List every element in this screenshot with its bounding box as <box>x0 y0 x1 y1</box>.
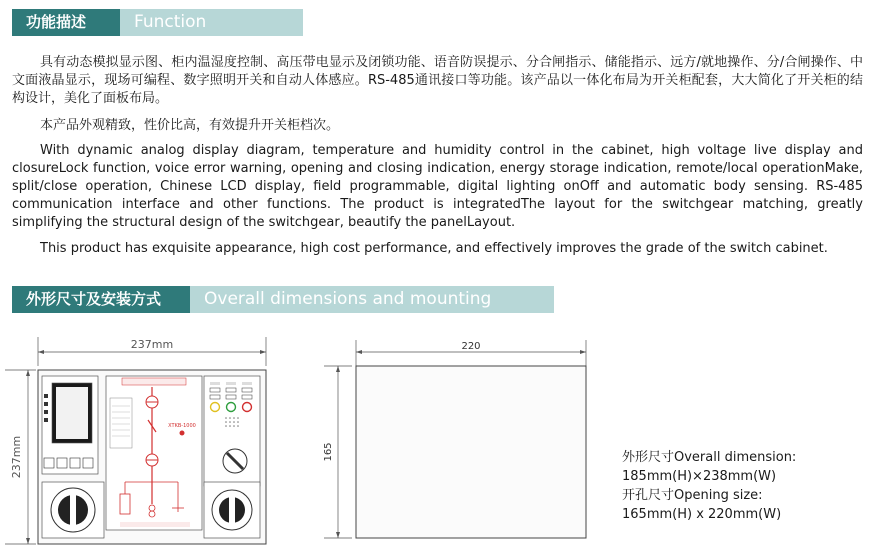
cutout-width-label: 220 <box>461 341 481 352</box>
section-title-en: Overall dimensions and mounting methods <box>190 286 554 313</box>
cutout-drawing <box>322 338 592 550</box>
dimension-specs <box>622 448 796 524</box>
spec-opening-value: 165mm(H) x 220mm(W) <box>622 507 782 522</box>
description-en-paragraph-2: This product has exquisite appearance, high cost performance, and effectively improves the grade of the switch cabinet. <box>40 241 828 256</box>
front-panel-drawing <box>0 332 280 557</box>
section-header-dimensions <box>12 286 554 336</box>
cutout-height-label: 165 <box>323 442 334 462</box>
model-label: XTKB-1000 <box>168 423 196 429</box>
spec-overall-value: 185mm(H)×238mm(W) <box>622 469 777 484</box>
section-title-cn: 外形尺寸及安装方式 <box>12 286 190 313</box>
width-dimension-label: 237mm <box>130 338 174 351</box>
spec-opening-label: 开孔尺寸Opening size: <box>622 488 763 503</box>
section-title-en: Function Description <box>120 9 303 36</box>
description-cn-paragraph-1: 具有动态模拟显示图、柜内温湿度控制、高压带电显示及闭锁功能、语音防误提示、分合闸指示、储能指示、远方/就地操作、分/合闸操作、中文面液晶显示，现场可编程、数字照明开关和自动人体感应。RS-485通讯接口等功能。该产品以一体化布局为开关柜配套，大大简化了开关柜的结构设计，美化了面板布局。 <box>12 55 863 106</box>
section-header-function <box>12 9 303 59</box>
section-title-cn: 功能描述 <box>12 9 120 36</box>
spec-overall-label: 外形尺寸Overall dimension: <box>622 450 797 465</box>
description-en-paragraph-1: With dynamic analog display diagram, temperature and humidity control in the cabinet, high voltage live display and closureLock function, voice error warning, opening and closing indication, energy storage indication, remote/local operationMake, split/close operation, Chinese LCD display, field programmable, digital lighting onOff and automatic body sensing. RS-485 communication interface and other functions. The product is integratedThe layout for the switchgear matching, greatly simplifying the structural design of the switchgear, beautify the panelLayout. <box>12 143 863 230</box>
height-dimension-label: 237mm <box>10 435 23 479</box>
description-cn-paragraph-2: 本产品外观精致，性价比高，有效提升开关柜档次。 <box>40 118 340 133</box>
